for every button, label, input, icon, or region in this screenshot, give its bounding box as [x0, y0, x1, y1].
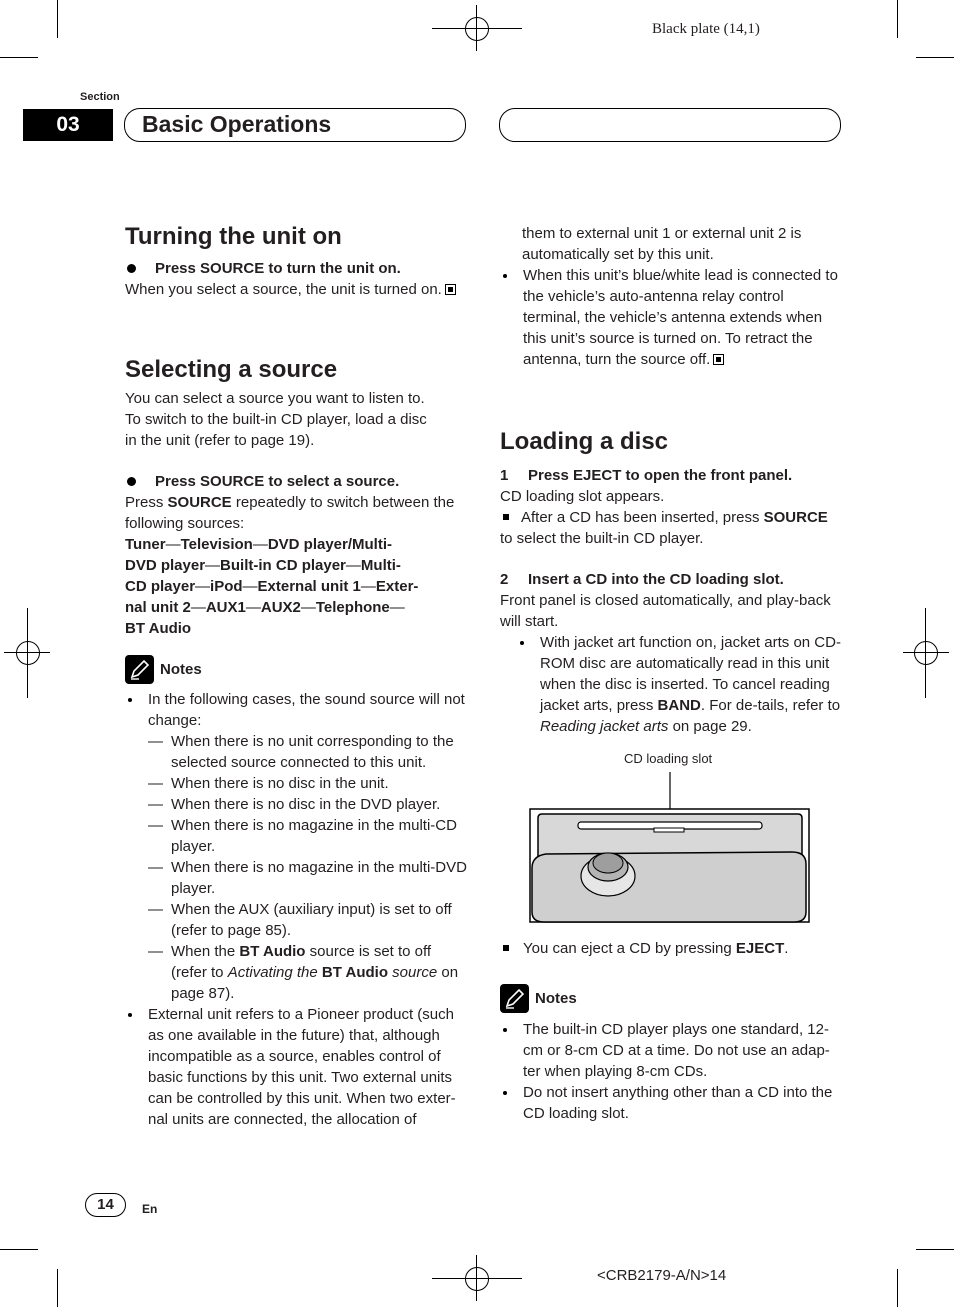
square-bullet-icon: [503, 945, 509, 951]
step1-note-bold: SOURCE: [763, 509, 828, 526]
selecting-intro-2: To switch to the built-in CD player, load a disc: [125, 411, 427, 428]
pencil-note-icon: [500, 984, 529, 1013]
source-item: Telephone: [315, 599, 390, 616]
source-item: CD player: [125, 578, 196, 595]
selecting-intro-1: You can select a source you want to listen to.: [125, 390, 425, 407]
source-sep: —: [360, 578, 376, 595]
source-sep: —: [195, 578, 211, 595]
turning-on-body: When you select a source, the unit is turned on.: [125, 281, 442, 298]
selecting-body-prefix: Press: [125, 494, 168, 511]
language-label: En: [142, 1202, 158, 1216]
source-sep: —: [252, 536, 268, 553]
source-sep: —: [165, 536, 181, 553]
source-item: Television: [180, 536, 253, 553]
selecting-step: Press SOURCE to select a source.: [155, 473, 400, 490]
source-item: Exter-: [375, 578, 419, 595]
loading-step1: Press EJECT to open the front panel.: [528, 467, 793, 484]
loading-heading: Loading a disc: [500, 428, 669, 455]
jacket-bold: BAND: [657, 697, 701, 714]
bt-bold: BT Audio: [321, 964, 388, 981]
antenna-note-text: When this unit’s blue/white lead is connected to the vehicle’s auto-antenna relay control terminal, the vehicle’s antenna extends when this unit’s source is turned on. To retract the antenna, turn the source off.: [523, 267, 838, 368]
source-item: DVD player/Multi-: [267, 536, 392, 553]
left-column: [125, 222, 468, 1130]
notes-heading-text: Notes: [160, 661, 202, 678]
source-sep: —: [242, 578, 258, 595]
bullet-dot-icon: [127, 264, 136, 273]
notes-heading-text: Notes: [535, 990, 577, 1007]
note-item: [517, 632, 842, 737]
empty-header-box: [499, 108, 841, 142]
note-item: The built-in CD player plays one standard, 12-cm or 8-cm CD at a time. Do not use an adap-ter when playing 8-cm CDs.: [500, 1019, 842, 1082]
selecting-body-suffix: repeatedly to switch between the following sources:: [125, 494, 455, 532]
page-number: 14: [85, 1193, 126, 1217]
note-dash-item: [148, 941, 468, 1004]
notes-heading-right: [500, 984, 842, 1013]
selecting-intro-3: in the unit (refer to page 19).: [125, 432, 315, 449]
bt-prefix: When the: [171, 943, 240, 960]
source-item: iPod: [210, 578, 243, 595]
cd-unit-illustration: [528, 772, 813, 927]
note-dash-item: — When there is no unit corresponding to the selected source connected to this unit.: [148, 731, 468, 773]
figure-label: CD loading slot: [624, 751, 713, 766]
bt-mid: source is set to off (refer to: [171, 943, 432, 981]
step2-body: Front panel is closed automatically, and play-back will start.: [500, 592, 831, 630]
square-bullet-icon: [503, 514, 509, 520]
source-item: BT Audio: [125, 620, 192, 637]
loading-step2: Insert a CD into the CD loading slot.: [528, 571, 784, 588]
step1-note-suffix: to select the built-in CD player.: [500, 530, 704, 547]
source-item: AUX2: [260, 599, 301, 616]
end-mark-icon: [445, 284, 456, 295]
note-item: [125, 689, 468, 1004]
jacket-mid: . For de-tails, refer to: [700, 697, 841, 714]
source-item: nal unit 2: [125, 599, 191, 616]
plate-label: Black plate (14,1): [652, 21, 760, 37]
source-item: Built-in CD player: [220, 557, 346, 574]
note-item: [500, 265, 842, 370]
selecting-body-bold: SOURCE: [167, 494, 232, 511]
section-number: 03: [23, 109, 113, 141]
source-item: Multi-: [360, 557, 401, 574]
pencil-note-icon: [125, 655, 154, 684]
end-mark-icon: [713, 354, 724, 365]
jacket-suffix: on page 29.: [668, 718, 752, 735]
source-list: [125, 534, 468, 639]
jacket-italic: Reading jacket arts: [540, 718, 669, 735]
note-dash-item: — When there is no magazine in the multi-CD player.: [148, 815, 468, 857]
eject-bold: EJECT: [735, 940, 785, 957]
note-dash-item: — When there is no disc in the DVD player.: [148, 794, 468, 815]
turning-on-step: Press SOURCE to turn the unit on.: [155, 260, 401, 277]
source-item: Tuner: [125, 536, 166, 553]
step-number: 1: [500, 467, 509, 484]
section-title: Basic Operations: [142, 111, 332, 137]
section-label: Section: [80, 91, 120, 103]
jacket-prefix: With jacket art function on, jacket arts on CD-ROM disc are automatically read in this unit when the disc is inserted. To cancel reading jacket arts, press: [540, 634, 841, 714]
source-item: External unit 1: [257, 578, 361, 595]
section-title-box: [124, 108, 466, 142]
source-sep: —: [300, 599, 316, 616]
note-dash-item: — When there is no disc in the unit.: [148, 773, 468, 794]
source-sep: —: [345, 557, 361, 574]
source-item: DVD player: [125, 557, 206, 574]
note-dash-item: — When the AUX (auxiliary input) is set to off (refer to page 85).: [148, 899, 468, 941]
bt-suffix: on page 87).: [171, 964, 459, 1002]
step1-note-prefix: After a CD has been inserted, press: [521, 509, 764, 526]
source-sep: —: [190, 599, 206, 616]
selecting-heading: Selecting a source: [125, 356, 338, 383]
bt-italic: source: [388, 964, 438, 981]
eject-prefix: You can eject a CD by pressing: [523, 940, 736, 957]
eject-suffix: .: [784, 940, 789, 957]
turning-on-heading: Turning the unit on: [125, 223, 342, 250]
bt-italic: Activating the: [227, 964, 322, 981]
right-column: [500, 223, 842, 737]
note-dash-item: — When there is no magazine in the multi-DVD player.: [148, 857, 468, 899]
step1-body: CD loading slot appears.: [500, 488, 665, 505]
bt-bold: BT Audio: [239, 943, 306, 960]
source-item: AUX1: [205, 599, 246, 616]
note-text: In the following cases, the sound source will not change:: [148, 691, 465, 729]
document-code: <CRB2179-A/N>14: [597, 1267, 727, 1284]
step-number: 2: [500, 571, 509, 588]
note-item: External unit refers to a Pioneer product (such as one available in the future) that, although incompatible as a source, enables control of basic functions by this unit. Two external units can be controlled by this unit. When two exter-nal units are connected, the allocation of: [125, 1004, 468, 1130]
bullet-dot-icon: [127, 477, 136, 486]
note-item: Do not insert anything other than a CD into the CD loading slot.: [500, 1082, 842, 1124]
source-sep: —: [245, 599, 261, 616]
source-sep: —: [205, 557, 221, 574]
right-column-lower: [500, 938, 842, 1124]
continued-text: them to external unit 1 or external unit 2 is automatically set by this unit.: [522, 225, 802, 263]
source-sep: —: [389, 599, 405, 616]
notes-heading-left: [125, 655, 468, 684]
